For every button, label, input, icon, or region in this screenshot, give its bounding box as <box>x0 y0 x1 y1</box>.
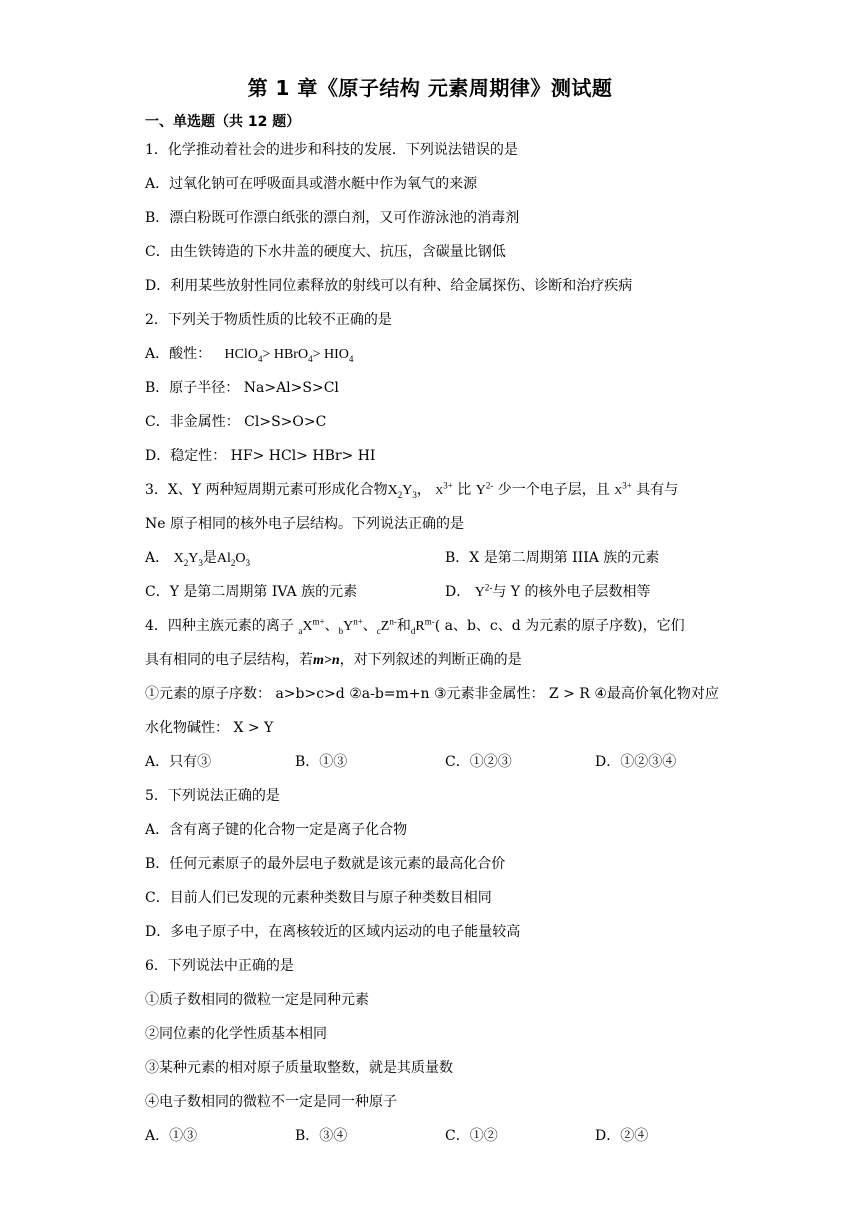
q6-stem: 6．下列说法中正确的是 <box>145 958 294 974</box>
q1-option-a: A．过氧化钠可在呼吸面具或潜水艇中作为氧气的来源 <box>145 176 478 192</box>
q6-statement-2: ②同位素的化学性质基本相同 <box>145 1026 327 1042</box>
q4-stem-line2: 具有相同的电子层结构，若m>n，对下列叙述的判断正确的是 <box>145 652 522 668</box>
q2-option-a <box>145 344 353 365</box>
q5-option-c: C．目前人们已发现的元素种类数目与原子种类数目相同 <box>145 890 492 906</box>
q5-option-b: B．任何元素原子的最外层电子数就是该元素的最高化合价 <box>145 856 506 872</box>
q2-option-b: B．原子半径： Na>Al>S>Cl <box>145 380 339 396</box>
page-title: 第 1 章《原子结构 元素周期律》测试题 <box>247 76 613 100</box>
q6-statement-4: ④电子数相同的微粒不一定是同一种原子 <box>145 1094 397 1110</box>
q5-option-a: A．含有离子键的化合物一定是离子化合物 <box>145 822 408 838</box>
q4-statements-line1: ①元素的原子序数： a>b>c>d ②a-b=m+n ③元素非金属性： Z > R ④最高价氧化物对应 <box>145 686 719 702</box>
q4-statements-line2: 水化物碱性： X > Y <box>145 720 274 736</box>
q2-option-a-label: A．酸性： <box>145 346 212 362</box>
q6-option-d: D．②④ <box>595 1128 649 1144</box>
q1-stem: 1．化学推动着社会的进步和科技的发展．下列说法错误的是 <box>145 142 518 158</box>
q2-option-c: C．非金属性： Cl>S>O>C <box>145 414 327 430</box>
q3-option-c: C．Y 是第二周期第 IVA 族的元素 <box>145 584 358 600</box>
q3-stem-line2: Ne 原子相同的核外电子层结构。下列说法正确的是 <box>145 516 464 532</box>
q6-option-a: A．①③ <box>145 1128 198 1144</box>
q4-option-a: A．只有③ <box>145 754 212 770</box>
q3-stem-line1: 3．X、Y 两种短周期元素可形成化合物$X_2Y_3$， $X^{3+}$ 比 $Y^{2-}$ 少一个电子层，且 $X^{3+}$ 具有与 <box>145 480 679 500</box>
section-heading: 一、单选题（共 12 题） <box>145 114 301 130</box>
q4-option-d: D．①②③④ <box>595 754 677 770</box>
q3-option-b: B．X 是第二周期第 IIIA 族的元素 <box>445 550 660 566</box>
q2-formula: HClO$_4$> HBrO$_4$> $HIO_4$ <box>224 347 354 364</box>
q3-option-a: A． $X_2Y_3$是$Al_2O_3$ <box>145 550 250 568</box>
q6-option-c: C．①② <box>445 1128 498 1144</box>
q6-statement-1: ①质子数相同的微粒一定是同种元素 <box>145 992 369 1008</box>
q6-option-b: B．③④ <box>295 1128 348 1144</box>
q5-option-d: D．多电子原子中，在离核较近的区域内运动的电子能量较高 <box>145 924 521 940</box>
q4-option-c: C．①②③ <box>445 754 512 770</box>
q4-option-b: B．①③ <box>295 754 348 770</box>
q6-statement-3: ③某种元素的相对原子质量取整数，就是其质量数 <box>145 1060 453 1076</box>
q1-option-c: C．由生铁铸造的下水井盖的硬度大、抗压，含碳量比钢低 <box>145 244 506 260</box>
q2-stem: 2．下列关于物质性质的比较不正确的是 <box>145 312 392 328</box>
q2-option-d: D．稳定性： HF> HCl> HBr> HI <box>145 448 376 464</box>
q1-option-b: B．漂白粉既可作漂白纸张的漂白剂，又可作游泳池的消毒剂 <box>145 210 520 226</box>
q3-option-d: D． $Y^{2-}$与 Y 的核外电子层数相等 <box>445 582 651 600</box>
q1-option-d: D．利用某些放射性同位素释放的射线可以有种、给金属探伤、诊断和治疗疾病 <box>145 278 633 294</box>
q4-stem-line1: 4．四种主族元素的离子 $_aX^{m+}$、$_bY^{n+}$、$_cZ^{n-}$和$_dR^{m-}$( a、b、c、d 为元素的原子序数)，它们 <box>145 616 685 636</box>
q5-stem: 5．下列说法正确的是 <box>145 788 280 804</box>
